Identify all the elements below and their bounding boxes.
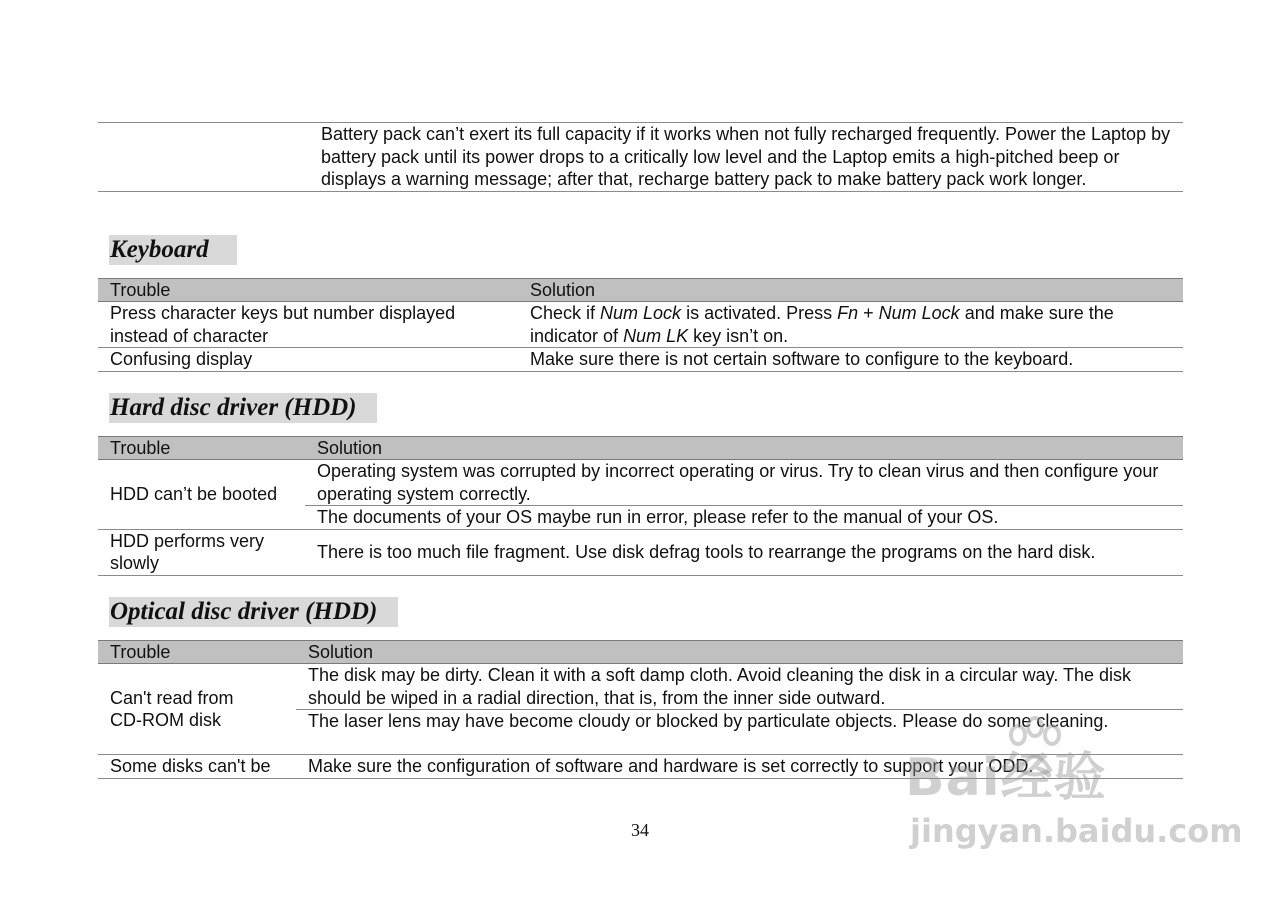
keyboard-table xyxy=(98,278,1183,372)
watermark-logo: Bai经验 xyxy=(905,748,1107,808)
trouble-column-header: Trouble xyxy=(98,437,305,460)
page-number: 34 xyxy=(631,820,649,840)
table-row xyxy=(98,529,1183,575)
battery-row xyxy=(98,123,1183,191)
watermark-url: jingyan.baidu.com xyxy=(910,812,1243,850)
hdd-table xyxy=(98,436,1183,576)
solution-cell: There is too much file fragment. Use disk defrag tools to rearrange the programs on the hard disk. xyxy=(305,529,1183,575)
solution-cell: The laser lens may have become cloudy or blocked by particulate objects. Please do some cleaning. xyxy=(296,710,1183,755)
odd-header-row xyxy=(98,641,1183,664)
trouble-cell: Some disks can't be xyxy=(98,755,296,779)
hdd-header-row xyxy=(98,437,1183,460)
keyboard-header-row xyxy=(98,279,1183,302)
trouble-cell: HDD can’t be booted xyxy=(98,460,305,530)
solution-cell: The documents of your OS maybe run in error, please refer to the manual of your OS. xyxy=(305,506,1183,530)
table-row xyxy=(98,460,1183,506)
battery-table xyxy=(98,123,1183,192)
trouble-cell: Confusing display xyxy=(98,348,518,372)
solution-cell: Operating system was corrupted by incorrect operating or virus. Try to clean virus and then configure your operating system correctly. xyxy=(305,460,1183,506)
trouble-cell: HDD performs very slowly xyxy=(98,529,305,575)
solution-column-header: Solution xyxy=(296,641,1183,664)
battery-note: Battery pack can’t exert its full capacity if it works when not fully recharged frequently. Power the Laptop by battery pack until its power drops to a critically low level and the Laptop emits a high-pitched beep or displays a warning message; after that, recharge battery pack to make battery pack work longer. xyxy=(309,123,1183,191)
odd-heading: Optical disc driver (HDD) xyxy=(109,597,398,627)
keyboard-heading: Keyboard xyxy=(109,235,237,265)
solution-cell: Make sure the configuration of software and hardware is set correctly to support your ODD. xyxy=(296,755,1183,779)
solution-cell: The disk may be dirty. Clean it with a soft damp cloth. Avoid cleaning the disk in a circular way. The disk should be wiped in a radial direction, that is, from the inner side outward. xyxy=(296,664,1183,710)
table-row xyxy=(98,302,1183,348)
solution-column-header: Solution xyxy=(518,279,1183,302)
solution-cell: Check if Num Lock is activated. Press Fn + Num Lock and make sure the indicator of Num LK key isn’t on. xyxy=(518,302,1183,348)
solution-column-header: Solution xyxy=(305,437,1183,460)
table-row xyxy=(98,348,1183,372)
hdd-heading: Hard disc driver (HDD) xyxy=(109,393,377,423)
trouble-cell: Press character keys but number displayed instead of character xyxy=(98,302,518,348)
solution-cell: Make sure there is not certain software to configure to the keyboard. xyxy=(518,348,1183,372)
trouble-cell: Can't read from CD-ROM disk xyxy=(98,664,296,755)
trouble-column-header: Trouble xyxy=(98,641,296,664)
trouble-column-header: Trouble xyxy=(98,279,518,302)
table-row xyxy=(98,664,1183,710)
